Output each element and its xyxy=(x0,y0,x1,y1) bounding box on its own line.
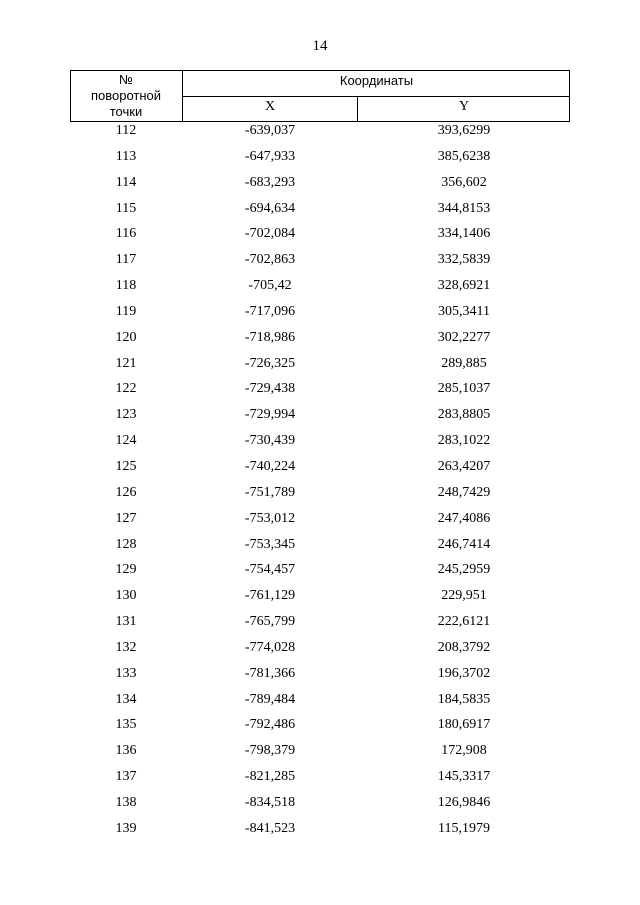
cell-y: 245,2959 xyxy=(437,562,491,578)
page-number: 14 xyxy=(312,38,328,54)
table-row xyxy=(70,174,570,200)
table-row xyxy=(70,820,570,846)
cell-point-number: 125 xyxy=(115,458,137,474)
header-y: Y xyxy=(458,99,470,114)
table-row xyxy=(70,355,570,381)
table-row xyxy=(70,251,570,277)
cell-point-number: 137 xyxy=(115,769,137,785)
cell-point-number: 138 xyxy=(115,794,137,810)
cell-point-number: 118 xyxy=(115,278,137,294)
cell-y: 172,908 xyxy=(441,743,487,759)
cell-y: 285,1037 xyxy=(437,381,491,397)
cell-point-number: 127 xyxy=(115,510,137,526)
cell-point-number: 115 xyxy=(115,200,137,216)
cell-point-number: 130 xyxy=(115,588,137,604)
cell-y: 302,2277 xyxy=(437,329,491,345)
cell-point-number: 134 xyxy=(115,691,137,707)
cell-x: -683,293 xyxy=(244,174,296,190)
cell-point-number: 122 xyxy=(115,381,137,397)
table-row xyxy=(70,303,570,329)
table-row xyxy=(70,665,570,691)
cell-x: -730,439 xyxy=(244,433,296,449)
cell-y: 385,6238 xyxy=(437,148,491,164)
cell-x: -702,863 xyxy=(244,252,296,268)
cell-y: 247,4086 xyxy=(437,510,491,526)
cell-y: 328,6921 xyxy=(437,278,491,294)
cell-x: -792,486 xyxy=(244,717,296,733)
cell-x: -841,523 xyxy=(244,820,296,836)
table-row xyxy=(70,510,570,536)
table-row xyxy=(70,458,570,484)
cell-x: -751,789 xyxy=(244,484,296,500)
table-body xyxy=(70,122,570,846)
table-row xyxy=(70,225,570,251)
table-row xyxy=(70,742,570,768)
cell-y: 263,4207 xyxy=(437,458,491,474)
cell-point-number: 126 xyxy=(115,484,137,500)
cell-y: 344,8153 xyxy=(437,200,491,216)
cell-y: 305,3411 xyxy=(438,303,490,319)
cell-point-number: 133 xyxy=(115,665,137,681)
header-top-border xyxy=(70,70,570,71)
cell-x: -729,994 xyxy=(244,407,296,423)
table-row xyxy=(70,148,570,174)
cell-x: -753,345 xyxy=(244,536,296,552)
cell-point-number: 136 xyxy=(115,743,137,759)
cell-point-number: 113 xyxy=(115,148,137,164)
cell-x: -740,224 xyxy=(244,458,296,474)
cell-y: 283,8805 xyxy=(437,407,491,423)
cell-x: -718,986 xyxy=(244,329,296,345)
table-row xyxy=(70,432,570,458)
table-row xyxy=(70,613,570,639)
table-row xyxy=(70,406,570,432)
table-row xyxy=(70,794,570,820)
cell-y: 222,6121 xyxy=(437,614,491,630)
cell-point-number: 128 xyxy=(115,536,137,552)
table-row xyxy=(70,380,570,406)
table-row xyxy=(70,768,570,794)
cell-x: -717,096 xyxy=(244,303,296,319)
cell-point-number: 117 xyxy=(115,252,137,268)
cell-point-number: 116 xyxy=(115,226,137,242)
cell-y: 180,6917 xyxy=(437,717,491,733)
cell-point-number: 120 xyxy=(115,329,137,345)
cell-y: 208,3792 xyxy=(437,639,491,655)
table-header xyxy=(70,70,570,122)
header-x: X xyxy=(264,99,276,114)
cell-point-number: 139 xyxy=(115,820,137,836)
cell-y: 283,1022 xyxy=(437,433,491,449)
table-row xyxy=(70,587,570,613)
cell-x: -789,484 xyxy=(244,691,296,707)
table-row xyxy=(70,561,570,587)
cell-y: 196,3702 xyxy=(437,665,491,681)
header-point-number-text: № поворотной точки xyxy=(90,72,162,119)
cell-y: 229,951 xyxy=(441,588,487,604)
cell-point-number: 119 xyxy=(115,303,137,319)
table-row xyxy=(70,277,570,303)
cell-x: -754,457 xyxy=(244,562,296,578)
cell-x: -705,42 xyxy=(248,278,292,294)
cell-y: 334,1406 xyxy=(437,226,491,242)
cell-x: -761,129 xyxy=(244,588,296,604)
cell-y: 115,1979 xyxy=(438,820,490,836)
cell-x: -798,379 xyxy=(244,743,296,759)
header-coordinates: Координаты xyxy=(339,73,414,88)
cell-x: -765,799 xyxy=(244,614,296,630)
cell-point-number: 132 xyxy=(115,639,137,655)
cell-x: -834,518 xyxy=(244,794,296,810)
cell-x: -702,084 xyxy=(244,226,296,242)
cell-y: 145,3317 xyxy=(437,769,491,785)
cell-y: 289,885 xyxy=(441,355,487,371)
table-row xyxy=(70,329,570,355)
cell-x: -781,366 xyxy=(244,665,296,681)
cell-y: 184,5835 xyxy=(437,691,491,707)
cell-point-number: 112 xyxy=(115,123,137,138)
cell-point-number: 123 xyxy=(115,407,137,423)
header-point-number xyxy=(70,72,182,120)
cell-y: 126,9846 xyxy=(437,794,491,810)
cell-y: 356,602 xyxy=(441,174,487,190)
header-coords-divider xyxy=(182,96,570,97)
table-row xyxy=(70,200,570,226)
cell-x: -821,285 xyxy=(244,769,296,785)
cell-y: 246,7414 xyxy=(437,536,491,552)
cell-y: 248,7429 xyxy=(437,484,491,500)
cell-y: 393,6299 xyxy=(437,123,491,138)
cell-x: -647,933 xyxy=(244,148,296,164)
cell-point-number: 129 xyxy=(115,562,137,578)
cell-point-number: 131 xyxy=(115,614,137,630)
table-row xyxy=(70,536,570,562)
cell-point-number: 135 xyxy=(115,717,137,733)
cell-x: -753,012 xyxy=(244,510,296,526)
table-row xyxy=(70,484,570,510)
cell-x: -639,037 xyxy=(244,123,296,138)
cell-point-number: 121 xyxy=(115,355,137,371)
table-row xyxy=(70,122,570,148)
cell-x: -729,438 xyxy=(244,381,296,397)
table-row xyxy=(70,716,570,742)
cell-y: 332,5839 xyxy=(437,252,491,268)
table-row xyxy=(70,691,570,717)
cell-x: -774,028 xyxy=(244,639,296,655)
cell-point-number: 114 xyxy=(115,174,137,190)
cell-point-number: 124 xyxy=(115,433,137,449)
cell-x: -694,634 xyxy=(244,200,296,216)
table-row xyxy=(70,639,570,665)
cell-x: -726,325 xyxy=(244,355,296,371)
